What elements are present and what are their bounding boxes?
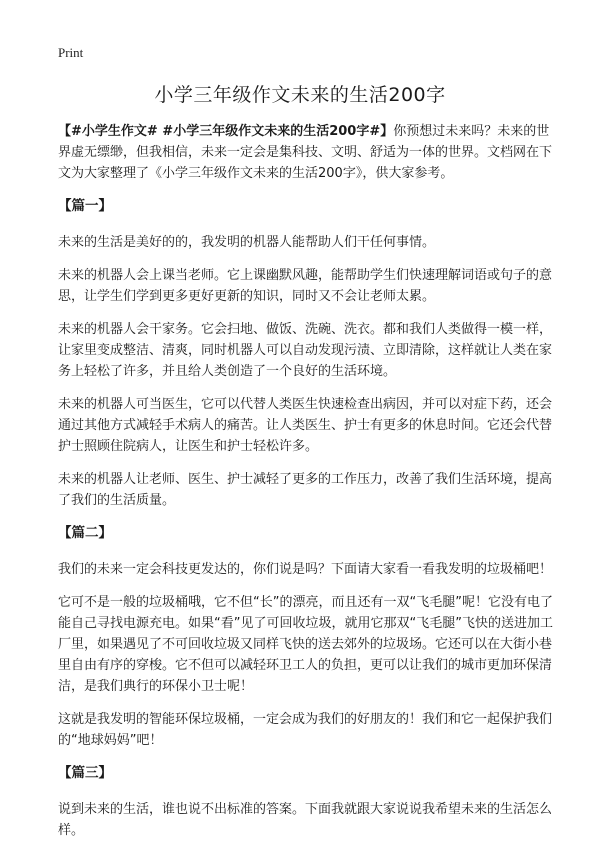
- section-2-paragraph-1: 我们的未来一定会科技更发达的，你们说是吗？下面请大家看一看我发明的垃圾桶吧！: [58, 562, 553, 577]
- section-2-paragraph-2: 它可不是一般的垃圾桶哦，它不但“长”的漂亮，而且还有一双“飞毛腿”呢！它没有电了能自己寻找电源充电。如果“看”见了可回收垃圾，就用它那双“飞毛腿”飞快的送进加工厂里，如果遇见了不可回收垃圾又同样飞快的送去郊外的垃圾场。它还可以在大街小巷里自由有序的穿梭。它不但可以减轻环卫工人的负担，更可以让我们的城市更加环保清洁，是我们典行的环保小卫士呢！: [58, 595, 553, 694]
- page-title: 小学三年级作文未来的生活200字: [154, 84, 446, 106]
- section-heading-2: 【篇二】: [58, 525, 112, 541]
- section-1-paragraph-2: 未来的机器人会上课当老师。它上课幽默风趣，能帮助学生们快速理解词语或句子的意思，让学生们学到更多更好更新的知识，同时又不会让老师太累。: [58, 268, 553, 304]
- section-2-paragraph-3: 这就是我发明的智能环保垃圾桶，一定会成为我们的好朋友的！我们和它一起保护我们的“地球妈妈”吧！: [58, 712, 553, 748]
- section-1-paragraph-1: 未来的生活是美好的的，我发明的机器人能帮助人们干任何事情。: [58, 235, 436, 250]
- article-body: [58, 121, 554, 853]
- intro-tags: 【#小学生作文# #小学三年级作文未来的生活200字#】: [58, 124, 394, 139]
- intro-text: 你预想过未来吗？未来的世界虚无缥缈，但我相信，未来一定会是集科技、文明、舒适为一体的世界。文档网在下文为大家整理了《小学三年级作文未来的生活200字》，供大家参考。: [58, 124, 553, 181]
- section-heading-3: 【篇三】: [58, 765, 112, 781]
- section-1-paragraph-5: 未来的机器人让老师、医生、护士减轻了更多的工作压力，改善了我们生活环境，提高了我们的生活质量。: [58, 472, 553, 508]
- section-1-paragraph-4: 未来的机器人可当医生，它可以代替人类医生快速检查出病因，并可以对症下药，还会通过其他方式减轻手术病人的痛苦。让人类医生、护士有更多的休息时间。它还会代替护士照顾住院病人，让医生和护士轻松许多。: [58, 397, 553, 454]
- intro-paragraph: [58, 121, 554, 184]
- section-heading-1: 【篇一】: [58, 198, 112, 214]
- section-3-paragraph-1: 说到未来的生活，谁也说不出标准的答案。下面我就跟大家说说我希望未来的生活怎么样。: [58, 802, 553, 838]
- section-1-paragraph-3: 未来的机器人会干家务。它会扫地、做饭、洗碗、洗衣。都和我们人类做得一模一样，让家里变成整洁、清爽，同时机器人可以自动发现污渍、立即清除，这样就让人类在家务上轻松了许多，并且给人类创造了一个良好的生活环境。: [58, 322, 553, 379]
- print-link[interactable]: Print: [58, 45, 84, 60]
